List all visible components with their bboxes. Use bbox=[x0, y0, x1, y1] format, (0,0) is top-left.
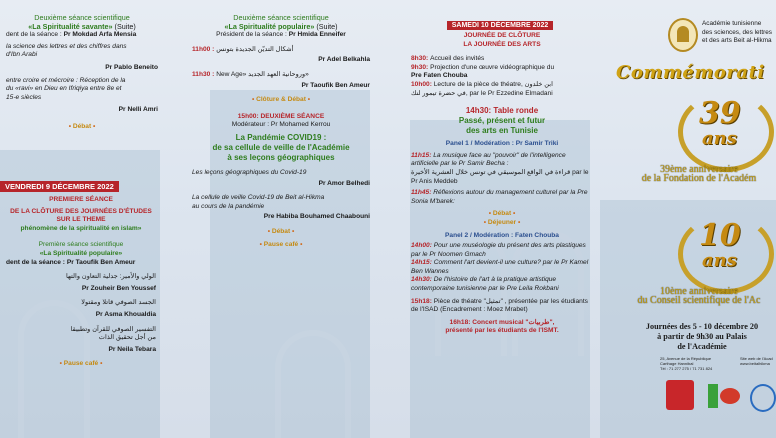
agenda-item bbox=[411, 55, 593, 64]
anniversary-label: du Conseil scientifique de l'Ac bbox=[637, 294, 761, 306]
agenda-text: Lecture de la pièce de théatre, ابن خلدون bbox=[433, 80, 553, 88]
talk-title: au cours de la pandémie bbox=[192, 202, 265, 210]
speaker-name: Pr Asma Khoualdia bbox=[95, 310, 156, 318]
chair-name: Pr Hmida Enneifer bbox=[288, 31, 346, 39]
theme-suffix: (Suite) bbox=[314, 21, 338, 31]
address-line: 25, Avenue de la République bbox=[660, 356, 712, 361]
agenda-item bbox=[411, 189, 593, 206]
arabic-talk: الولي والأمير: جدلية التعاون والتها bbox=[65, 273, 156, 281]
day-heading: JOURNÉE DE CLÔTURE bbox=[463, 32, 541, 39]
agenda-text: Accueil des invités bbox=[430, 55, 485, 63]
session-theme bbox=[6, 23, 158, 32]
ismt-logo-icon bbox=[750, 384, 776, 412]
theme-title: «La Spiritualité populaire» bbox=[224, 21, 315, 31]
day-banner: SAMEDI 10 DÉCEMBRE 2022 bbox=[447, 21, 553, 30]
debate-label: Débat bbox=[492, 210, 512, 218]
talk-time: 11h30 : bbox=[192, 70, 215, 78]
chair-label: Président de la séance : bbox=[216, 31, 289, 39]
agenda-text: La musique face au "pouvoir" de l'intelligence artificielle par le Pr Samir Becha : bbox=[411, 151, 566, 168]
break-label: Pause café bbox=[63, 360, 99, 368]
talk-title: d'Ibn Arabi bbox=[6, 51, 38, 59]
academy-name: des sciences, des lettres bbox=[702, 28, 772, 36]
talk-title: la science des lettres et des chiffres dans bbox=[6, 42, 127, 50]
academy-name: et des arts Beit al-Hikma bbox=[702, 37, 772, 45]
chair-label: dent de la séance : bbox=[6, 31, 64, 39]
address-line: Tél : 71 277 275 / 71 731 824 bbox=[660, 366, 713, 371]
anniversary-label: 39ème anniversaire bbox=[659, 164, 739, 175]
agenda-time: 11h45: bbox=[411, 189, 434, 197]
talk-title: du «ravi» en Dieu en Ifriqiya entre 8e et bbox=[6, 85, 122, 93]
speaker-name: Pr Adel Belkahla bbox=[318, 56, 370, 64]
theme-suffix: (Suite) bbox=[112, 21, 136, 31]
anniversary-number: 39 bbox=[699, 96, 741, 131]
event-venue: de l'Académie bbox=[677, 342, 727, 351]
theme-title: «La Spiritualité savante» bbox=[28, 21, 113, 31]
session-theme bbox=[192, 23, 370, 32]
concert-title: présenté par les étudiants de l'ISMT. bbox=[445, 327, 559, 335]
closing-theme: phénomène de la spiritualité en islam» bbox=[20, 224, 142, 232]
agenda-time: 15h18: bbox=[411, 297, 434, 305]
talk-title: entre croire et mécroire : Réception de la bbox=[6, 76, 126, 84]
session-chair bbox=[6, 31, 158, 40]
speaker-name: Pr Zouheir Ben Youssef bbox=[81, 284, 156, 292]
event-time: à partir de 9h30 au Palais bbox=[657, 332, 747, 341]
speaker-name: Pre Habiba Bouhamed Chaabouni bbox=[263, 213, 370, 221]
anniversary-unit: ans bbox=[702, 128, 737, 149]
isad-logo-icon bbox=[708, 384, 740, 408]
debate-item: • Débat • bbox=[267, 227, 295, 235]
session-heading: Deuxième séance scientifique bbox=[233, 13, 329, 22]
closing-label: Clôture & Débat bbox=[256, 96, 306, 104]
academy-logo-icon bbox=[668, 18, 698, 52]
panel-moderation: Panel 2 / Modération : Faten Chouba bbox=[445, 231, 559, 239]
agenda-time: 11h15: bbox=[411, 151, 434, 159]
website-url: www.beitalhikma bbox=[740, 361, 770, 366]
event-dates: Journées des 5 - 10 décembre 20 bbox=[645, 322, 759, 331]
program-panel-3 bbox=[405, 0, 595, 438]
agenda-speaker: Pre Faten Chouba bbox=[411, 72, 468, 80]
website-label: Site web de l'Acad bbox=[740, 356, 773, 361]
break-item: • Pause café • bbox=[59, 360, 103, 368]
day-banner: VENDREDI 9 DÉCEMBRE 2022 bbox=[0, 181, 119, 192]
speaker-name: Pr Taoufik Ben Ameur bbox=[301, 81, 370, 89]
anniversary-number: 10 bbox=[699, 218, 741, 253]
agenda-text: Pièce de théatre "تمثيل" , présentée par les étudiants de l'ISAD (Encadrement : Moez Mrabet) bbox=[411, 297, 588, 314]
agenda-item bbox=[411, 152, 593, 169]
anniversary-label: de la Fondation de l'Académ bbox=[641, 172, 757, 184]
talk-title: La cellule de veille Covid-19 de Beit al-Hikma bbox=[192, 194, 325, 202]
session-number: PREMIERE SÉANCE bbox=[49, 196, 113, 203]
program-panel-1 bbox=[0, 0, 158, 438]
agenda-text: Comment l'art devient-il une culture? par le Pr Kamel Ben Wannes bbox=[411, 259, 589, 275]
panel-title: La Pandémie COVID19 : bbox=[235, 132, 327, 142]
agenda-item bbox=[411, 298, 593, 315]
anniversary-unit: ans bbox=[702, 250, 737, 271]
chair-name: Pr Mokdad Arfa Mensia bbox=[63, 31, 137, 39]
arabic-talk: الجسد الصوفي قاتلا ومقتولا bbox=[81, 299, 156, 307]
lunch-item: • Déjeuner • bbox=[483, 218, 521, 226]
agenda-time: 14h00: bbox=[411, 242, 434, 250]
panel-title: à ses leçons géographiques bbox=[227, 152, 335, 162]
agenda-text: De l'histoire de l'art à la pratique artistique contemporaine tunisienne par le Pre Leila Rokbani bbox=[411, 276, 559, 293]
closing-heading: SUR LE THEME bbox=[56, 216, 106, 224]
roundtable-time: 14h30: Table ronde bbox=[465, 106, 539, 116]
agenda-time: 10h00: bbox=[411, 80, 434, 88]
lunch-label: Déjeuner bbox=[487, 218, 517, 226]
agenda-time: 14h30: bbox=[411, 276, 434, 284]
anniversary-label: 10ème anniversaire bbox=[659, 286, 739, 297]
agenda-text: قراءة في الواقع الموسيقي في تونس خلال العشرية الأخيرة par le Pr Anis Meddeb bbox=[411, 168, 589, 185]
talk-time: 11h00 : bbox=[192, 45, 215, 53]
roundtable-title: des arts en Tunisie bbox=[466, 126, 538, 136]
program-panel-2 bbox=[186, 0, 376, 438]
agenda-time: 9h30: bbox=[411, 63, 431, 71]
agenda-item bbox=[411, 276, 593, 293]
speaker-name: Pr Amor Belhedi bbox=[318, 179, 370, 187]
break-label: Pause café bbox=[263, 240, 299, 248]
speaker-name: Pr Neila Tebara bbox=[108, 345, 156, 353]
day-heading: LA JOURNÉE DES ARTS bbox=[463, 40, 541, 48]
agenda-item bbox=[411, 242, 593, 259]
speaker-name: Pr Nelli Amri bbox=[118, 106, 158, 114]
agenda-text: في حضرة تيمور لنك, par le Pr Ezzedine Elmadani bbox=[411, 89, 553, 97]
session-chair: dent de la séance : Pr Taoufik Ben Ameur bbox=[6, 258, 136, 266]
academy-name: Académie tunisienne bbox=[702, 20, 762, 27]
closing-heading: DE LA CLÔTURE DES JOURNÉES D'ÉTUDES bbox=[10, 207, 152, 215]
debate-item: • Débat • bbox=[488, 210, 516, 218]
commemoration-title: Commémorati bbox=[616, 62, 765, 83]
cover-panel bbox=[600, 0, 776, 438]
talk-title: Les leçons géographiques du Covid-19 bbox=[192, 168, 307, 176]
session-theme: «La Spiritualité populaire» bbox=[39, 249, 123, 257]
roundtable-title: Passé, présent et futur bbox=[458, 116, 546, 126]
talk-title: 15-e siècles bbox=[6, 93, 42, 101]
session-time-heading: 15h00: DEUXIÈME SÉANCE bbox=[237, 112, 325, 120]
session-chair bbox=[192, 31, 370, 40]
agenda-text: Pour une muséologie du présent des arts plastiques par le Pr Noomen Gmach bbox=[411, 242, 586, 258]
agenda-item bbox=[411, 64, 593, 73]
arabic-talk: من أجل تحقيق الذات bbox=[98, 334, 156, 342]
arabic-talk: التفسير الصوفي للقرآن وتطبيقا bbox=[70, 325, 156, 333]
agenda-text: Réflexions autour du management culturel par la Pre Sonia M'barek: bbox=[411, 189, 588, 205]
agenda-item bbox=[411, 81, 593, 90]
break-item: • Pause café • bbox=[259, 240, 303, 248]
arabic-talk: أشكال التديّن الجديدة بتونس bbox=[216, 45, 294, 53]
agenda-text: Projection d'une œuvre vidéographique du bbox=[430, 63, 555, 71]
agenda-time: 14h15: bbox=[411, 259, 434, 267]
closing-item: • Clôture & Débat • bbox=[251, 96, 311, 104]
session-heading: Première séance scientifique bbox=[38, 241, 124, 249]
talk-row bbox=[192, 46, 370, 55]
panel-moderation: Panel 1 / Modération : Pr Samir Triki bbox=[445, 140, 559, 148]
agenda-item bbox=[411, 259, 593, 276]
isamt-logo-icon bbox=[666, 380, 694, 410]
panel-title: de sa cellule de veille de l'Académie bbox=[212, 142, 350, 152]
debate-item: • Débat • bbox=[68, 122, 96, 130]
concert-title: 16h18: Concert musical "طربيات", bbox=[449, 318, 555, 326]
talk-row bbox=[192, 71, 370, 80]
moderator: Modérateur : Pr Mohamed Kerrou bbox=[231, 121, 331, 129]
agenda-time: 8h30: bbox=[411, 55, 431, 63]
arabic-talk: New Age» وروحانية العهد الجديد» bbox=[216, 70, 309, 78]
address-line: Carthage Hannibal bbox=[660, 361, 694, 366]
debate-label: Débat bbox=[271, 227, 291, 235]
debate-label: Débat bbox=[72, 122, 92, 130]
session-heading: Deuxième séance scientifique bbox=[34, 13, 130, 22]
speaker-name: Pr Pablo Beneito bbox=[105, 63, 158, 71]
